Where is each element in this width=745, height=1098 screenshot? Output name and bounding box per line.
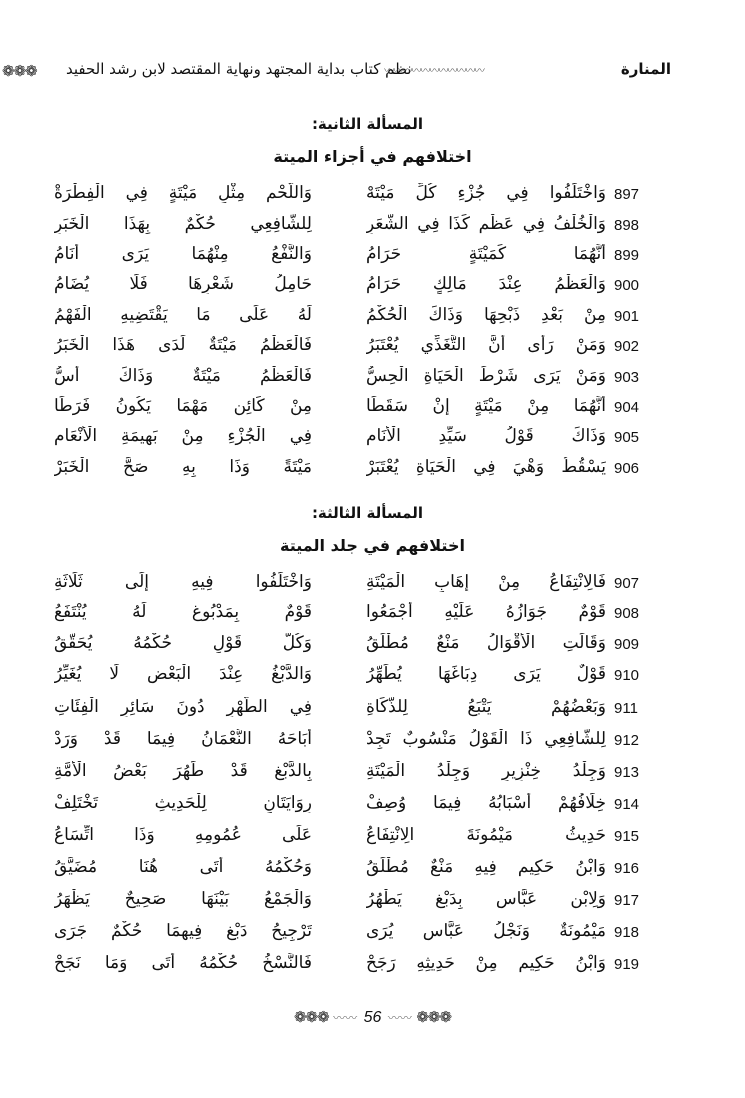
verse-first-hemistich: وَلِابْنِ عَبَّاسٍ بِدَبْغٍ يَطْهُرُ: [366, 889, 606, 909]
verse-row: [0, 824, 745, 854]
verse-first-hemistich: وَقَالَتِ الْأَقْوَالُ مَنْعٌ مُطْلَقُ: [366, 633, 606, 653]
verse-number: 906: [614, 460, 640, 477]
verse-second-hemistich: قَوْمٌ بِمَدْبُوغٍ لَهُ يُنْتَفَعُ: [54, 602, 312, 622]
verse-row: [0, 856, 745, 886]
series-title: المنارة: [620, 60, 671, 78]
verse-number: 900: [614, 277, 640, 294]
section-subtitle: اختلافهم في جلد الميتة: [280, 536, 465, 555]
section-title: المسألة الثالثة:: [311, 504, 423, 522]
verse-second-hemistich: حَامِلُ شَعْرِهَا فَلَا يُضَامُ: [54, 274, 312, 294]
verse-second-hemistich: وَالْجَمْعُ بَيْنَهَا صَحِيحٌ يَظْهَرُ: [54, 889, 312, 909]
verse-row: [0, 696, 745, 726]
verse-first-hemistich: وَذَاكَ قَوْلُ سَيِّدِ الْأَنَامِ: [366, 426, 606, 446]
verse-row: [0, 456, 745, 486]
verse-first-hemistich: وَبَعْضُهُمْ يَتْبَعُ لِلذَّكَاةِ: [366, 697, 606, 717]
verse-row: [0, 728, 745, 758]
verse-row: [0, 792, 745, 822]
footer-rule: 〰〰: [387, 1011, 412, 1025]
page-footer: [0, 1008, 745, 1038]
verse-second-hemistich: فَالنَّسْخُ حُكْمُهُ أَتَى وَمَا نَجَحْ: [54, 953, 312, 973]
verse-row: [0, 888, 745, 918]
verse-second-hemistich: وَكُلُّ قَوْلٍ حُكْمُهُ يُحَقَّقُ: [54, 633, 312, 653]
verse-second-hemistich: وَالدَّبْغُ عِنْدَ الْبَعْضِ لَا يُغَيِّرُ: [54, 664, 312, 684]
verse-number: 915: [614, 828, 640, 845]
verse-second-hemistich: فَالْعَظْمُ مَيْتَةٌ لَدَى هَذَا الْخَبَرُ: [54, 335, 312, 355]
header-ornament: ❁❁❁: [2, 62, 37, 80]
book-title: نظم كتاب بداية المجتهد ونهاية المقتصد لابن رشد الحفيد: [66, 60, 412, 78]
verse-first-hemistich: وَمَنْ رَأَى أَنَّ التَّغَذِّي يُعْتَبَرُ: [366, 335, 606, 355]
verse-first-hemistich: وَابْنُ حَكِيمٍ مِنْ حَدِيثِهِ رَجَحْ: [366, 953, 606, 973]
verse-row: [0, 182, 745, 212]
section-title: المسألة الثانية:: [311, 115, 423, 133]
verse-number: 919: [614, 956, 640, 973]
footer-rule: 〰〰: [333, 1011, 358, 1025]
page-number: 56: [363, 1009, 382, 1026]
verse-row: [0, 395, 745, 425]
verse-second-hemistich: فَالْعَظْمُ مَيْتَةٌ وَذَاكَ أُسُّ: [54, 366, 312, 386]
verse-number: 897: [614, 186, 640, 203]
verse-first-hemistich: خِلَافُهُمْ أَسْبَابُهُ فِيمَا وُصِفْ: [366, 793, 606, 813]
verse-second-hemistich: وَالنَّفْعُ مِنْهُمَا يَرَى أَنَامُ: [54, 244, 312, 264]
verse-number: 902: [614, 338, 640, 355]
verse-number: 908: [614, 605, 640, 622]
verse-first-hemistich: وَاخْتَلَفُوا فِي جُزْءِ كُلِّ مَيْتَهْ: [366, 183, 606, 203]
verse-row: [0, 663, 745, 693]
verse-number: 901: [614, 308, 640, 325]
verse-row: [0, 601, 745, 631]
verse-row: [0, 273, 745, 303]
verse-number: 913: [614, 764, 640, 781]
verse-second-hemistich: وَاللَّحْمِ مِثْلِ مَيْتَةٍ فِي الْفِطْرَةْ: [54, 183, 312, 203]
footer-ornament-left: ❁❁❁: [293, 1009, 329, 1026]
verse-number: 899: [614, 247, 640, 264]
verse-first-hemistich: مَيْمُونَةٌ وَنَجْلُ عَبَّاسٍ يُرَى: [366, 921, 606, 941]
verse-row: [0, 571, 745, 601]
verse-row: [0, 952, 745, 982]
verse-number: 916: [614, 860, 640, 877]
verse-number: 898: [614, 217, 640, 234]
verse-number: 912: [614, 732, 640, 749]
verse-row: [0, 334, 745, 364]
verse-row: [0, 365, 745, 395]
footer-ornament-right: ❁❁❁: [416, 1009, 452, 1026]
verse-second-hemistich: وَحُكْمُهُ أَتَى هُنَا مُضَيَّقُ: [54, 857, 312, 877]
verse-number: 911: [614, 700, 638, 717]
verse-second-hemistich: فِي الطُّهْرِ دُونَ سَائِرِ الْفِئَاتِ: [54, 697, 312, 717]
verse-first-hemistich: وَجِلْدُ خِنْزِيرٍ وَجِلْدُ الْمَيْتَةِ: [366, 761, 606, 781]
verse-second-hemistich: بِالدَّبْغِ قَدْ طَهُرَ بَعْضُ الْأُمَّةِ: [54, 761, 312, 781]
verse-number: 917: [614, 892, 640, 909]
verse-first-hemistich: وَالْعَظْمُ عِنْدَ مَالِكٍ حَرَامُ: [366, 274, 606, 294]
verse-row: [0, 760, 745, 790]
verse-first-hemistich: حَدِيثُ مَيْمُونَةَ الِانْتِفَاعُ: [366, 825, 606, 845]
verse-number: 905: [614, 429, 640, 446]
verse-number: 903: [614, 369, 640, 386]
verse-row: [0, 425, 745, 455]
verse-first-hemistich: أَنَّهُمَا كَمَيْتَةٍ حَرَامُ: [366, 244, 606, 264]
verse-second-hemistich: وَاخْتَلَفُوا فِيهِ إِلَى ثَلَاثَةِ: [54, 572, 312, 592]
verse-second-hemistich: مِنْ كَائِنٍ مَهْمَا يَكُونُ فَرَطَا: [54, 396, 312, 416]
verse-number: 907: [614, 575, 640, 592]
verse-first-hemistich: قَوْلٌ يَرَى دِبَاغَهَا يُطَهِّرُ: [366, 664, 606, 684]
verse-first-hemistich: وَالْخُلْفُ فِي عَظْمٍ كَذَا فِي الشَّعَرِ: [366, 214, 606, 234]
verse-second-hemistich: أَبَاحَهُ النُّعْمَانُ فِيمَا قَدْ وَرَدْ: [54, 729, 312, 749]
verse-second-hemistich: تَرْجِيحُ دَبْغٍ فِيهِمَا حُكْمٌ جَرَى: [54, 921, 312, 941]
section-subtitle: اختلافهم في أجزاء الميتة: [273, 147, 472, 166]
verse-second-hemistich: فِي الْجُزْءِ مِنْ بَهِيمَةِ الْأَنْعَامِ: [54, 426, 312, 446]
verse-first-hemistich: لِلشَّافِعِي ذَا الْقَوْلُ مَنْسُوبٌ تَجِدْ: [366, 729, 606, 749]
verse-first-hemistich: وَابْنُ حَكِيمٍ فِيهِ مَنْعٌ مُطْلَقُ: [366, 857, 606, 877]
verse-first-hemistich: فَالِانْتِفَاعُ مِنْ إِهَابِ الْمَيْتَةِ: [366, 572, 606, 592]
verse-first-hemistich: قَوْمٌ جَوَازُهُ عَلَيْهِ أَجْمَعُوا: [366, 602, 606, 622]
header-wave-rule: 〰〰〰〰〰〰〰〰〰〰〰: [384, 64, 483, 77]
verse-number: 904: [614, 399, 640, 416]
verse-number: 918: [614, 924, 640, 941]
verse-number: 909: [614, 636, 640, 653]
verse-first-hemistich: يَسْقُطُ وَهْيَ فِي الْحَيَاةِ يُعْتَبَرْ: [366, 457, 606, 477]
verse-row: [0, 920, 745, 950]
verse-row: [0, 243, 745, 273]
verse-row: [0, 213, 745, 243]
verse-second-hemistich: لِلشَّافِعِي حُكْمٌ بِهَذَا الْخَبَرِ: [54, 214, 312, 234]
verse-first-hemistich: أَنَّهُمَا مِنْ مَيْتَةٍ إِنْ سَقَطَا: [366, 396, 606, 416]
verse-row: [0, 304, 745, 334]
running-header: [0, 52, 745, 86]
verse-first-hemistich: مِنْ بَعْدِ ذَبْحِهَا وَذَاكَ الْحُكْمُ: [366, 305, 606, 325]
verse-second-hemistich: رِوَايَتَانِ لِلْحَدِيثِ تَخْتَلِفْ: [54, 793, 312, 813]
verse-first-hemistich: وَمَنْ يَرَى شَرْطَ الْحَيَاةِ الْحِسُّ: [366, 366, 606, 386]
verse-number: 910: [614, 667, 640, 684]
verse-second-hemistich: لَهُ عَلَى مَا يَقْتَضِيهِ الْفَهْمُ: [54, 305, 312, 325]
verse-second-hemistich: مَيْتَةً وَذَا بِهِ صَحَّ الْخَبَرْ: [54, 457, 312, 477]
verse-second-hemistich: عَلَى عُمُومِهِ وَذَا اتِّسَاعُ: [54, 825, 312, 845]
verse-row: [0, 632, 745, 662]
verse-number: 914: [614, 796, 640, 813]
